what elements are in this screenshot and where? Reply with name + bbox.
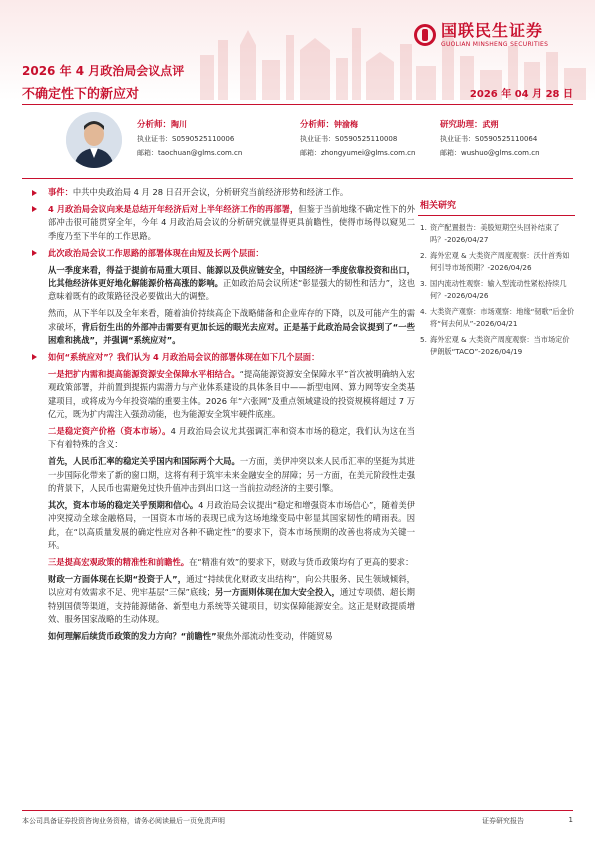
page-title: 不确定性下的新应对: [22, 87, 140, 102]
analyst-cert: 执业证书：S0590525110064: [440, 135, 538, 143]
item-text: 国内流动性观察：输入型流动性紧松持续几何？-2026/04/26: [430, 279, 567, 300]
footer-label: 证券研究报告: [482, 817, 524, 825]
point-2-bold: 二是稳定资产价格（资本市场）。: [48, 426, 171, 436]
item-text: 海外宏观 & 大类资产周度观察：沃什首秀如何引导市场预期？-2026/04/26: [430, 251, 570, 272]
related-research-item[interactable]: [418, 222, 575, 245]
item-number: 3.: [420, 279, 427, 288]
point-3-bold: 三是提高宏观政策的精准性和前瞻性。: [48, 557, 190, 568]
section-heading-text: 此次政治局会议工作思路的部署体现在由短及长两个层面：: [48, 247, 264, 258]
point-1-paragraph: [22, 368, 415, 422]
event-text: 中共中央政治局 4 月 28 日召开会议，分析研究当前经济形势和经济工作。: [72, 187, 349, 197]
summary-text: 但鉴于当前地缘不确定性下的外部冲击很可能贯穿全年，今年 4 月政治局会议的分析研究就显得更具前瞻性，使得市场得以窥见二季度乃至下半年的工作思路。: [48, 203, 415, 241]
summary-paragraph: [22, 203, 415, 243]
analyst-card: [300, 118, 415, 160]
event-label: 事件：: [48, 187, 73, 197]
section-heading: [22, 351, 415, 364]
analyst-photo: [66, 112, 122, 168]
brand-name-cn: 国联民生证券: [441, 21, 544, 40]
q1-paragraph: [22, 264, 415, 304]
sidebar-divider: [418, 215, 575, 216]
analyst-email[interactable]: 邮箱：zhongyumei@glms.com.cn: [300, 149, 416, 157]
fiscal-bold-1: 财政一方面体现在长期“投资于人”，: [48, 574, 187, 585]
footer-disclaimer: 本公司具备证券投资咨询业务资格，请务必阅读最后一页免责声明: [22, 817, 225, 825]
item-text: 海外宏观 & 大类资产周度观察：当市场定价伊朗版“TACO”-2026/04/19: [430, 335, 570, 356]
analyst-role: 分析师：: [300, 120, 335, 130]
item-text: 大类资产观察：市场观察：地缘“韧歌”后金价将“何去何从”-2026/04/21: [430, 307, 575, 328]
fiscal-text-2: 通过专项债、超长期特别国债等渠道，支持能源储备、新型电力系统等关键项目，切实保障能源安全。这正是财政提质增效、服务国家战略的生动体现。: [48, 587, 415, 625]
section-heading: [22, 247, 415, 260]
event-paragraph: [22, 186, 415, 199]
analyst-email[interactable]: 邮箱：wushuo@glms.com.cn: [440, 149, 540, 157]
item-text: 资产配置报告：美股短期空头回补结束了吗？-2026/04/27: [430, 223, 560, 244]
page-number: 1: [568, 816, 573, 824]
h2-bold: 背后衍生出的外部冲击需要有更加长远的眼光去应对。正是基于此政治局会议提到了“一些困难和挑战”，并强调“系统应对”。: [48, 321, 415, 346]
related-research-title: 相关研究: [420, 201, 457, 211]
logo-icon: [414, 24, 436, 46]
summary-bold: 4 月政治局会议向来是总结开年经济后对上半年经济工作的再部署，: [48, 203, 299, 214]
capital-market-paragraph: [22, 499, 415, 553]
q1-text: 正如政治局会议所述“彰显强大的韧性和活力”，这也意味着既有的政策路径没必要做出大的调整。: [48, 277, 415, 302]
monetary-keyword: “前瞻性”: [180, 631, 217, 642]
capital-market-text: 4 月政治局会议提出“稳定和增强资本市场信心”，随着美伊冲突搅动全球金融格局，一国资本市场的表现已成为这场地缘变局中彰显其国家韧性的晴雨表。因此，在“以高质量发展的确定性应对各种不确定性”的要求下，资本市场预期的改善也将成为关键一环。: [48, 500, 415, 551]
analyst-name: 武朔: [482, 120, 499, 129]
brand-name-en: GUOLIAN MINSHENG SECURITIES: [441, 41, 549, 48]
point-1-text: “提高能源资源安全保障水平”首次被明确纳入宏观政策部署，并前置到提振内需潜力与产业体系建设的具体条目中——新型电网、算力网等安全类基建项目，或将成为今年投资端的重要主体。2026 年“六张网”及重点领域建设的投资规模将超过 7 万亿元，既为扩内需注入强劲动能，也为能源安全筑牢硬件底座。: [48, 368, 415, 420]
brand-logo: [414, 22, 548, 48]
analyst-cert: 执业证书：S0590525110008: [300, 135, 398, 143]
analyst-divider: [22, 178, 573, 179]
fx-paragraph: [22, 455, 415, 495]
point-3-paragraph: [22, 556, 415, 569]
fx-bold: 首先，人民币汇率的稳定关乎国内和国际两个大局。: [48, 456, 240, 467]
analyst-email[interactable]: 邮箱：taochuan@glms.com.cn: [137, 149, 243, 157]
h2-paragraph: [22, 307, 415, 347]
point-2-paragraph: [22, 425, 415, 452]
analyst-name: 钟渝梅: [334, 120, 359, 129]
related-research-sidebar: [418, 186, 575, 362]
monetary-text: 聚焦外部流动性变动，伴随贸易: [216, 631, 333, 642]
title-divider: [22, 104, 573, 105]
related-research-item[interactable]: [418, 278, 575, 301]
related-research-item[interactable]: [418, 306, 575, 329]
capital-market-bold: 其次，资本市场的稳定关乎预期和信心。: [48, 500, 199, 511]
fiscal-bold-2: 另一方面则体现在加大安全投入，: [214, 587, 341, 598]
analyst-name: 陶川: [171, 120, 188, 129]
analyst-role: 分析师：: [137, 120, 172, 130]
related-research-item[interactable]: [418, 250, 575, 273]
fx-text: 一方面，美伊冲突以来人民币汇率的坚挺为其进一步国际化带来了新的窗口期，这将有利于筑牢未来金融安全的屏障；另一方面，在美元阶段性走强的背景下，人民币也需避免过快升值冲击到出口这一当前拉动经济的主要引擎。: [48, 456, 415, 494]
analyst-cert: 执业证书：S0590525110006: [137, 135, 235, 143]
footer-divider: [22, 810, 573, 811]
item-number: 1.: [420, 223, 427, 232]
point-1-bold: 一是把扩内需和提高能源资源安全保障水平相结合。: [48, 368, 240, 379]
point-3-text: 在“精准有效”的要求下，财政与货币政策均有了更高的要求：: [189, 557, 414, 568]
monetary-paragraph: [22, 630, 415, 643]
analyst-card: [137, 118, 242, 160]
related-research-item[interactable]: [418, 334, 575, 357]
item-number: 5.: [420, 335, 427, 344]
item-number: 4.: [420, 307, 427, 316]
fiscal-text-1: 通过“持续优化财政支出结构”，向公共服务、民生领域倾斜，以应对有效需求不足、兜牢基层“三保”底线；: [48, 574, 415, 598]
fiscal-paragraph: [22, 573, 415, 627]
item-number: 2.: [420, 251, 427, 260]
analyst-card: [440, 118, 540, 160]
related-research-list: [418, 222, 575, 357]
section-heading-text: 如何“系统应对”？我们认为 4 月政治局会议的部署体现在如下几个层面：: [48, 351, 320, 362]
point-2-text: 4 月政治局会议尤其强调汇率和资本市场的稳定，我们认为这在当下有着特殊的含义：: [48, 426, 415, 450]
q1-bold: 从一季度来看，得益于提前布局重大项目、能源以及供应链安全，中国经济一季度依靠投资和出口，比其他经济体更好地化解能源价格高涨的影响。: [48, 264, 415, 288]
report-body: [22, 186, 415, 647]
report-date: 2026 年 04 月 28 日: [469, 89, 573, 100]
analyst-role: 研究助理：: [440, 120, 483, 130]
report-type: 2026 年 4 月政治局会议点评: [22, 64, 185, 78]
h2-text: 然而，从下半年以及全年来看，随着油价持续高企下战略储备和企业库存的下降，以及可能产生的需求破坏，: [48, 308, 415, 332]
monetary-bold: 如何理解后续货币政策的发力方向？: [48, 631, 181, 642]
